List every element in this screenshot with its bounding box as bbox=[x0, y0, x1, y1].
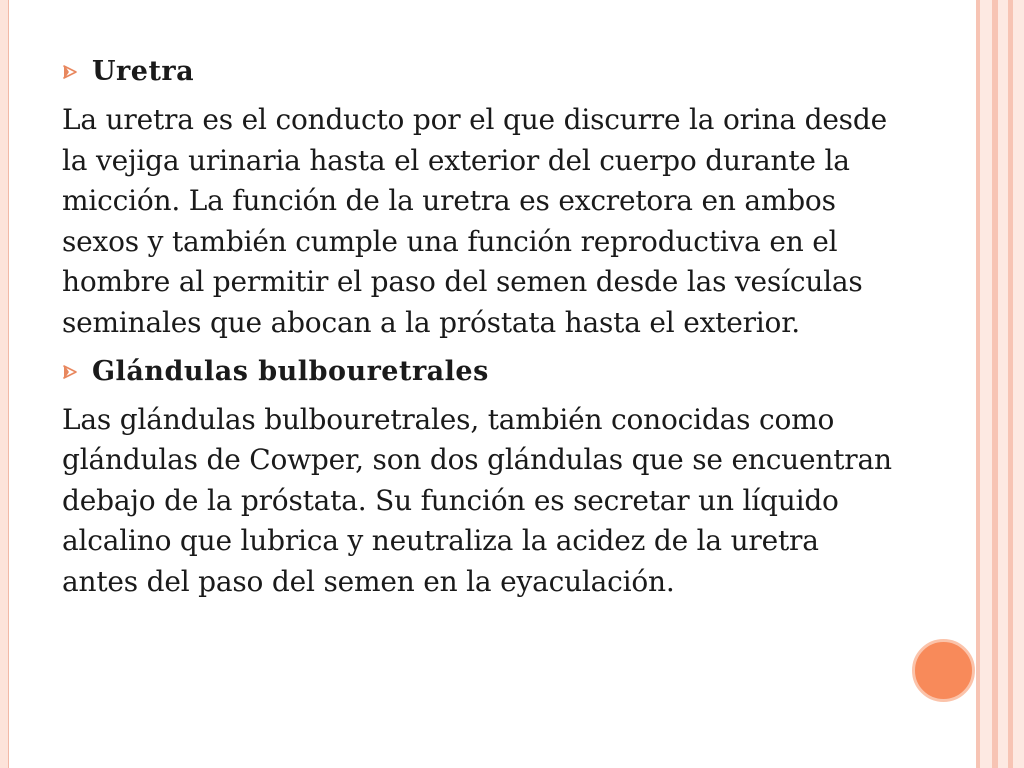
right-frame-stripe bbox=[1013, 0, 1024, 768]
slide-content bbox=[62, 50, 892, 609]
section-body-text: Las glándulas bulbouretrales, también conocidas como glándulas de Cowper, son dos glándulas que se encuentran debajo de la próstata. Su función es secretar un líquido alcalino que lubrica y neutraliza la acidez de la uretra antes del paso del semen en la eyaculación. bbox=[62, 402, 892, 598]
section-heading-uretra bbox=[62, 50, 892, 94]
arrow-bullet-icon bbox=[62, 64, 78, 80]
section-body-text: La uretra es el conducto por el que discurre la orina desde la vejiga urinaria hasta el exterior del cuerpo durante la micción. La función de la uretra es excretora en ambos sexos y también cumple una función reproductiva en el hombre al permitir el paso del semen desde las vesículas seminales que abocan a la próstata hasta el exterior. bbox=[62, 103, 887, 339]
arrow-bullet-icon bbox=[62, 364, 78, 380]
section-heading-label: Uretra bbox=[92, 56, 195, 87]
decorative-circle bbox=[912, 639, 975, 702]
section-heading-label: Glándulas bulbouretrales bbox=[92, 355, 489, 387]
right-frame-stripe bbox=[980, 0, 992, 768]
left-frame-border bbox=[0, 0, 9, 768]
section-heading-glandulas bbox=[62, 350, 892, 394]
right-frame-stripe bbox=[998, 0, 1008, 768]
